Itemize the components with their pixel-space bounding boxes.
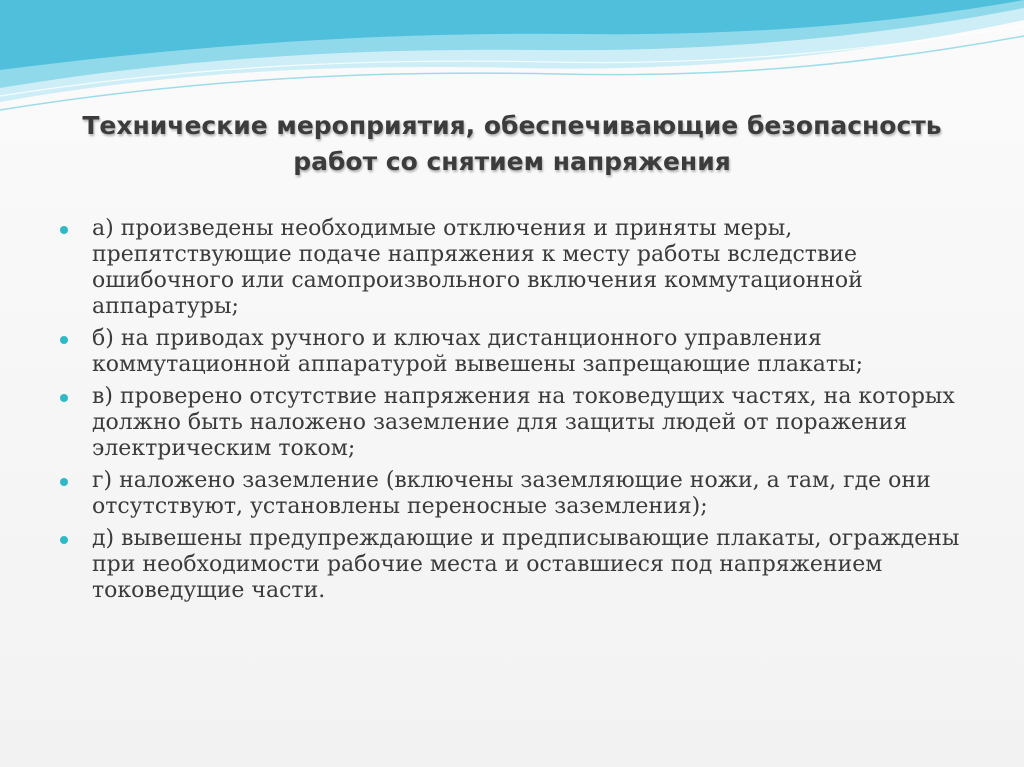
bullet-list (60, 216, 980, 610)
bullet-dot-icon (60, 226, 68, 234)
bullet-item (60, 216, 980, 320)
bullet-text: а) произведены необходимые отключения и приняты меры, препятствующие подаче напряжения к месту работы вследствие ошибочного или самопроизвольного включения коммутационной аппаратуры; (92, 216, 863, 319)
bullet-dot-icon (60, 478, 68, 486)
bullet-text: д) вывешены предупреждающие и предписывающие плакаты, ограждены при необходимости рабочие места и оставшиеся под напряжением токоведущие части. (92, 526, 960, 603)
bullet-dot-icon (60, 394, 68, 402)
bullet-text: в) проверено отсутствие напряжения на токоведущих частях, на которых должно быть наложено заземление для защиты людей от поражения электрическим током; (92, 384, 955, 461)
bullet-item (60, 468, 980, 520)
bullet-item (60, 326, 980, 378)
bullet-text: г) наложено заземление (включены заземляющие ножи, а там, где они отсутствуют, установлены переносные заземления); (92, 468, 931, 519)
bullet-dot-icon (60, 336, 68, 344)
bullet-dot-icon (60, 536, 68, 544)
bullet-item (60, 526, 980, 604)
bullet-item (60, 384, 980, 462)
slide-title-line-1: Технические мероприятия, обеспечивающие безопасность (82, 111, 942, 140)
slide-title-line-2: работ со снятием напряжения (293, 147, 731, 176)
bullet-text: б) на приводах ручного и ключах дистанционного управления коммутационной аппаратурой вывешены запрещающие плакаты; (92, 326, 863, 377)
slide-title (40, 108, 984, 180)
